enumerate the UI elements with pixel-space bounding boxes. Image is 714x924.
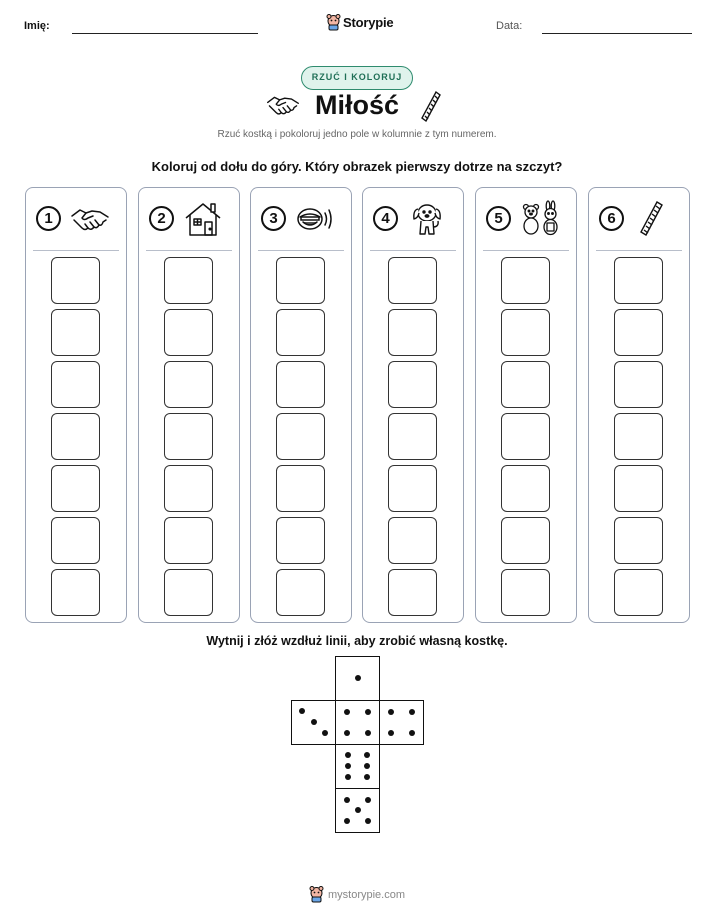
worksheet-header [0,12,714,42]
column-divider [146,250,232,251]
die-pip [409,709,415,715]
twisted-rope-icon [420,90,442,124]
date-line [542,33,692,34]
color-cell[interactable] [501,465,550,512]
die-pip [345,763,351,769]
handshake-icon [70,200,110,238]
shouting-mouth-icon [295,200,335,238]
color-cell[interactable] [164,517,213,564]
die-pip [388,709,394,715]
color-cell[interactable] [276,309,325,356]
column-header [251,188,351,250]
die-pip [365,730,371,736]
die-pip [344,730,350,736]
name-label: Imię: [24,20,50,32]
die-pip [299,708,305,714]
color-cell[interactable] [388,465,437,512]
brand-logo [326,14,393,31]
column-header [589,188,689,250]
dice-column-2 [138,187,240,623]
die-pip [365,709,371,715]
color-cell[interactable] [164,309,213,356]
color-cell[interactable] [501,569,550,616]
die-face-4 [335,700,380,745]
die-pip [365,818,371,824]
die-face-1 [335,656,380,701]
color-cell[interactable] [276,569,325,616]
cut-instruction: Wytnij i złóż wzdłuż linii, aby zrobić własną kostkę. [206,634,508,648]
die-face-4b [379,700,424,745]
die-pip [355,675,361,681]
color-cell[interactable] [388,413,437,460]
color-cell[interactable] [51,517,100,564]
column-number: 2 [149,206,174,231]
color-cell[interactable] [614,517,663,564]
column-divider [33,250,119,251]
date-label: Data: [496,20,523,32]
color-cell[interactable] [388,257,437,304]
dice-column-5 [475,187,577,623]
activity-badge: RZUĆ I KOLORUJ [301,66,413,90]
storypie-mascot-icon [309,886,324,903]
die-pip [322,730,328,736]
color-cell[interactable] [614,569,663,616]
column-header [139,188,239,250]
die-pip [355,807,361,813]
color-cell[interactable] [164,361,213,408]
teddy-bear-and-bunny-icon [520,200,560,238]
name-line [72,33,258,34]
column-divider [596,250,682,251]
color-cell[interactable] [51,465,100,512]
column-header [476,188,576,250]
column-number: 4 [373,206,398,231]
die-pip [364,752,370,758]
dice-column-1 [25,187,127,623]
die-pip [345,752,351,758]
storypie-mascot-icon [326,14,341,31]
color-cell[interactable] [388,517,437,564]
color-cell[interactable] [164,413,213,460]
color-cell[interactable] [51,413,100,460]
color-cell[interactable] [501,517,550,564]
color-cell[interactable] [276,517,325,564]
color-cell[interactable] [276,257,325,304]
color-cell[interactable] [276,413,325,460]
color-cell[interactable] [614,257,663,304]
die-pip [344,709,350,715]
column-header [26,188,126,250]
color-cell[interactable] [501,413,550,460]
color-cell[interactable] [51,309,100,356]
color-cell[interactable] [276,465,325,512]
dice-column-4 [362,187,464,623]
footer-url[interactable]: mystorypie.com [327,888,406,901]
die-pip [388,730,394,736]
color-cell[interactable] [501,361,550,408]
color-cell[interactable] [276,361,325,408]
die-pip [364,763,370,769]
footer [0,886,714,903]
color-cell[interactable] [614,361,663,408]
color-cell[interactable] [614,309,663,356]
die-face-5 [335,788,380,833]
color-cell[interactable] [164,569,213,616]
die-face-3 [291,700,336,745]
die-pip [409,730,415,736]
color-cell[interactable] [501,309,550,356]
column-divider [370,250,456,251]
color-cell[interactable] [388,309,437,356]
twisted-rope-icon [633,200,673,238]
game-heading: Koloruj od dołu do góry. Który obrazek pierwszy dotrze na szczyt? [151,159,563,174]
die-pip [311,719,317,725]
color-cell[interactable] [164,465,213,512]
house-icon [183,200,223,238]
dice-column-3 [250,187,352,623]
color-cell[interactable] [501,257,550,304]
page-title: Miłość [314,90,400,120]
puppy-icon [407,200,447,238]
column-number: 3 [261,206,286,231]
column-header [363,188,463,250]
color-cell[interactable] [614,465,663,512]
die-pip [365,797,371,803]
color-cell[interactable] [51,569,100,616]
dice-column-6 [588,187,690,623]
die-pip [345,774,351,780]
die-pip [364,774,370,780]
die-face-6 [335,744,380,789]
color-cell[interactable] [164,257,213,304]
brand-name: Storypie [343,15,394,30]
color-cell[interactable] [388,361,437,408]
column-divider [483,250,569,251]
column-number: 5 [486,206,511,231]
color-cell[interactable] [614,413,663,460]
column-divider [258,250,344,251]
column-number: 1 [36,206,61,231]
column-number: 6 [599,206,624,231]
color-cell[interactable] [388,569,437,616]
color-cell[interactable] [51,257,100,304]
color-cell[interactable] [51,361,100,408]
die-pip [344,797,350,803]
instruction-text: Rzuć kostką i pokoloruj jedno pole w kolumnie z tym numerem. [217,129,497,140]
die-pip [344,818,350,824]
